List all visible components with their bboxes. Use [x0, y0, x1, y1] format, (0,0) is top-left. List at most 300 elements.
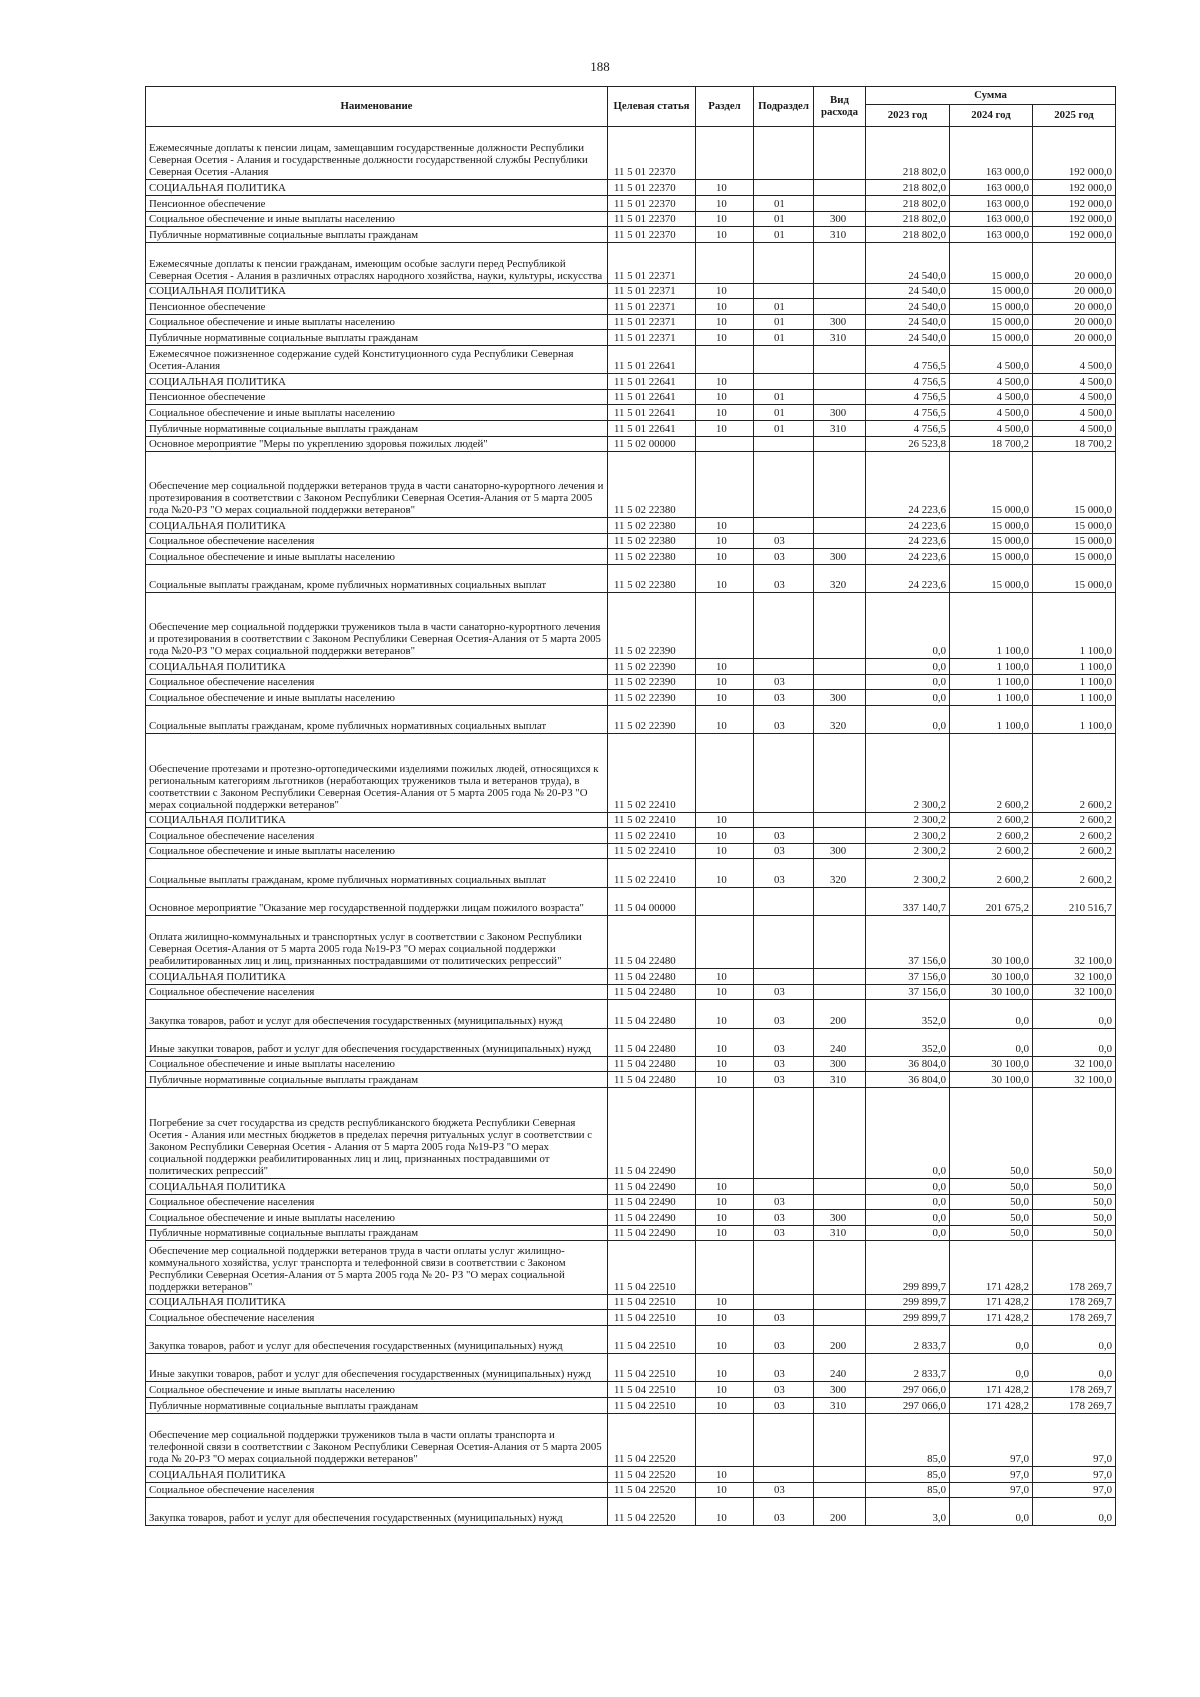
cell-name: Обеспечение протезами и протезно-ортопедическими изделиями пожилых людей, относящихся к региональным категориям льготников (неработающих тружеников тыла и ветеранов труда), в соответствии с Законом Республики Северная Осетия-Алания от 5 марта 2005 года № 20-РЗ "О мерах социальной поддержки ветеранов"	[146, 734, 608, 813]
cell-amount-2025: 4 500,0	[1033, 420, 1116, 436]
cell-section: 10	[696, 283, 754, 299]
cell-amount-2024: 97,0	[950, 1467, 1033, 1483]
cell-amount-2024: 163 000,0	[950, 195, 1033, 211]
cell-subsection: 01	[754, 330, 814, 346]
cell-section: 10	[696, 1382, 754, 1398]
cell-expense-kind: 200	[814, 1326, 866, 1354]
cell-target-code: 11 5 04 22480	[608, 915, 696, 968]
cell-amount-2024: 50,0	[950, 1225, 1033, 1241]
cell-amount-2023: 24 223,6	[866, 533, 950, 549]
cell-amount-2025: 0,0	[1033, 1000, 1116, 1028]
cell-amount-2025: 20 000,0	[1033, 283, 1116, 299]
cell-expense-kind	[814, 452, 866, 518]
table-row	[146, 1382, 1116, 1398]
cell-section: 10	[696, 984, 754, 1000]
table-row	[146, 1194, 1116, 1210]
cell-amount-2023: 4 756,5	[866, 420, 950, 436]
cell-amount-2024: 15 000,0	[950, 533, 1033, 549]
table-row	[146, 299, 1116, 315]
cell-name: Публичные нормативные социальные выплаты гражданам	[146, 1398, 608, 1414]
cell-name: Социальные выплаты гражданам, кроме публичных нормативных социальных выплат	[146, 859, 608, 887]
cell-amount-2023: 37 156,0	[866, 915, 950, 968]
cell-section: 10	[696, 533, 754, 549]
cell-amount-2025: 0,0	[1033, 1354, 1116, 1382]
cell-section: 10	[696, 705, 754, 733]
table-row	[146, 1310, 1116, 1326]
cell-expense-kind: 310	[814, 1225, 866, 1241]
cell-amount-2023: 218 802,0	[866, 127, 950, 180]
table-row	[146, 564, 1116, 592]
cell-target-code: 11 5 02 22380	[608, 564, 696, 592]
cell-target-code: 11 5 04 22480	[608, 1028, 696, 1056]
table-row	[146, 314, 1116, 330]
cell-subsection: 03	[754, 674, 814, 690]
cell-target-code: 11 5 01 22641	[608, 389, 696, 405]
cell-section	[696, 1087, 754, 1178]
cell-amount-2025: 50,0	[1033, 1225, 1116, 1241]
cell-amount-2023: 36 804,0	[866, 1056, 950, 1072]
cell-amount-2025: 15 000,0	[1033, 533, 1116, 549]
cell-target-code: 11 5 02 22390	[608, 690, 696, 706]
cell-name: Социальные выплаты гражданам, кроме публичных нормативных социальных выплат	[146, 705, 608, 733]
cell-amount-2025: 0,0	[1033, 1498, 1116, 1526]
cell-amount-2023: 4 756,5	[866, 405, 950, 421]
table-row	[146, 859, 1116, 887]
cell-amount-2024: 1 100,0	[950, 705, 1033, 733]
cell-expense-kind	[814, 436, 866, 452]
cell-subsection: 03	[754, 1056, 814, 1072]
cell-amount-2023: 0,0	[866, 1179, 950, 1195]
cell-expense-kind: 240	[814, 1028, 866, 1056]
cell-expense-kind	[814, 984, 866, 1000]
table-row	[146, 330, 1116, 346]
cell-target-code: 11 5 04 22520	[608, 1498, 696, 1526]
table-row	[146, 1294, 1116, 1310]
cell-name: Пенсионное обеспечение	[146, 195, 608, 211]
cell-subsection: 03	[754, 549, 814, 565]
cell-target-code: 11 5 02 22380	[608, 533, 696, 549]
cell-amount-2024: 15 000,0	[950, 330, 1033, 346]
cell-section: 10	[696, 1398, 754, 1414]
cell-target-code: 11 5 04 22520	[608, 1413, 696, 1466]
cell-target-code: 11 5 01 22370	[608, 195, 696, 211]
cell-amount-2023: 85,0	[866, 1482, 950, 1498]
table-row	[146, 242, 1116, 283]
cell-amount-2023: 0,0	[866, 690, 950, 706]
cell-amount-2025: 1 100,0	[1033, 674, 1116, 690]
cell-amount-2023: 0,0	[866, 1087, 950, 1178]
cell-name: Ежемесячные доплаты к пенсии лицам, замещавшим государственные должности Республики Северная Осетия - Алания и государственные должности государственной службы Республики Северная Осетия -Алания	[146, 127, 608, 180]
cell-section: 10	[696, 1028, 754, 1056]
cell-amount-2024: 30 100,0	[950, 969, 1033, 985]
cell-target-code: 11 5 04 22490	[608, 1210, 696, 1226]
cell-name: Погребение за счет государства из средств республиканского бюджета Республики Северная Осетия - Алания или местных бюджетов в пределах перечня ритуальных услуг в соответствии с Законом Республики Северная Осетия - Алания от 5 марта 2005 года №19-РЗ "О мерах социальной поддержки реабилитированных лиц и лиц, признанных пострадавшими от политических репрессий"	[146, 1087, 608, 1178]
cell-expense-kind: 300	[814, 549, 866, 565]
cell-amount-2024: 163 000,0	[950, 180, 1033, 196]
header-2023: 2023 год	[866, 105, 950, 127]
cell-section: 10	[696, 1056, 754, 1072]
cell-amount-2024: 4 500,0	[950, 345, 1033, 373]
cell-amount-2025: 15 000,0	[1033, 518, 1116, 534]
cell-target-code: 11 5 04 22510	[608, 1354, 696, 1382]
cell-target-code: 11 5 04 22490	[608, 1087, 696, 1178]
cell-amount-2024: 2 600,2	[950, 843, 1033, 859]
cell-section	[696, 887, 754, 915]
table-row	[146, 984, 1116, 1000]
table-row	[146, 593, 1116, 659]
cell-expense-kind: 320	[814, 705, 866, 733]
cell-amount-2024: 1 100,0	[950, 659, 1033, 675]
cell-target-code: 11 5 01 22371	[608, 242, 696, 283]
cell-amount-2024: 50,0	[950, 1194, 1033, 1210]
cell-section	[696, 436, 754, 452]
cell-amount-2023: 0,0	[866, 1225, 950, 1241]
table-row	[146, 659, 1116, 675]
cell-amount-2023: 24 223,6	[866, 452, 950, 518]
cell-subsection: 01	[754, 314, 814, 330]
table-row	[146, 915, 1116, 968]
table-row	[146, 1241, 1116, 1294]
cell-amount-2023: 352,0	[866, 1000, 950, 1028]
cell-amount-2025: 178 269,7	[1033, 1294, 1116, 1310]
cell-amount-2024: 0,0	[950, 1498, 1033, 1526]
cell-amount-2025: 32 100,0	[1033, 1056, 1116, 1072]
table-row	[146, 828, 1116, 844]
cell-amount-2025: 192 000,0	[1033, 195, 1116, 211]
cell-expense-kind	[814, 518, 866, 534]
page-number: 188	[590, 59, 610, 74]
table-row	[146, 812, 1116, 828]
cell-amount-2025: 2 600,2	[1033, 812, 1116, 828]
cell-amount-2024: 15 000,0	[950, 242, 1033, 283]
cell-section	[696, 127, 754, 180]
cell-name: СОЦИАЛЬНАЯ ПОЛИТИКА	[146, 374, 608, 390]
cell-name: Обеспечение мер социальной поддержки тружеников тыла в части оплаты транспорта и телефонной связи в соответствии с Законом Республики Северная Осетия-Алания от 5 марта 2005 года № 20-РЗ "О мерах социальной поддержки ветеранов"	[146, 1413, 608, 1466]
cell-subsection: 01	[754, 195, 814, 211]
cell-name: Социальное обеспечение и иные выплаты населению	[146, 405, 608, 421]
cell-target-code: 11 5 02 22410	[608, 734, 696, 813]
cell-expense-kind	[814, 828, 866, 844]
cell-subsection: 03	[754, 1000, 814, 1028]
cell-name: Социальное обеспечение и иные выплаты населению	[146, 843, 608, 859]
cell-section: 10	[696, 1326, 754, 1354]
cell-expense-kind: 320	[814, 859, 866, 887]
cell-amount-2023: 0,0	[866, 1210, 950, 1226]
cell-amount-2024: 97,0	[950, 1482, 1033, 1498]
cell-amount-2023: 2 300,2	[866, 828, 950, 844]
cell-section: 10	[696, 859, 754, 887]
cell-expense-kind: 200	[814, 1000, 866, 1028]
cell-section: 10	[696, 1210, 754, 1226]
cell-subsection: 03	[754, 1028, 814, 1056]
cell-amount-2024: 4 500,0	[950, 405, 1033, 421]
cell-expense-kind	[814, 180, 866, 196]
cell-subsection: 03	[754, 1382, 814, 1398]
cell-amount-2023: 0,0	[866, 593, 950, 659]
cell-target-code: 11 5 04 22480	[608, 1072, 696, 1088]
cell-section: 10	[696, 674, 754, 690]
cell-amount-2023: 299 899,7	[866, 1310, 950, 1326]
cell-amount-2025: 1 100,0	[1033, 659, 1116, 675]
cell-target-code: 11 5 02 22390	[608, 705, 696, 733]
cell-amount-2023: 24 223,6	[866, 564, 950, 592]
cell-expense-kind	[814, 1179, 866, 1195]
cell-amount-2024: 0,0	[950, 1000, 1033, 1028]
cell-target-code: 11 5 04 22510	[608, 1241, 696, 1294]
cell-amount-2023: 4 756,5	[866, 345, 950, 373]
cell-expense-kind	[814, 1310, 866, 1326]
cell-subsection: 01	[754, 420, 814, 436]
cell-name: Социальное обеспечение населения	[146, 533, 608, 549]
cell-amount-2024: 1 100,0	[950, 690, 1033, 706]
cell-amount-2025: 50,0	[1033, 1194, 1116, 1210]
cell-expense-kind	[814, 1294, 866, 1310]
cell-target-code: 11 5 04 22480	[608, 1000, 696, 1028]
cell-amount-2025: 192 000,0	[1033, 180, 1116, 196]
cell-subsection: 01	[754, 389, 814, 405]
cell-section: 10	[696, 828, 754, 844]
cell-amount-2023: 4 756,5	[866, 374, 950, 390]
table-row	[146, 1398, 1116, 1414]
cell-amount-2024: 4 500,0	[950, 374, 1033, 390]
cell-subsection: 03	[754, 859, 814, 887]
cell-target-code: 11 5 04 22510	[608, 1294, 696, 1310]
table-body	[146, 127, 1116, 1526]
cell-amount-2024: 15 000,0	[950, 299, 1033, 315]
cell-amount-2023: 218 802,0	[866, 195, 950, 211]
cell-amount-2023: 3,0	[866, 1498, 950, 1526]
cell-name: Обеспечение мер социальной поддержки тружеников тыла в части санаторно-курортного лечения и протезирования в соответствии с Законом Республики Северная Осетия-Алания от 5 марта 2005 года №20-РЗ "О мерах социальной поддержки ветеранов"	[146, 593, 608, 659]
cell-subsection: 03	[754, 1210, 814, 1226]
cell-section: 10	[696, 1482, 754, 1498]
cell-subsection	[754, 593, 814, 659]
cell-amount-2024: 15 000,0	[950, 564, 1033, 592]
cell-amount-2023: 218 802,0	[866, 227, 950, 243]
cell-section	[696, 1413, 754, 1466]
cell-expense-kind	[814, 242, 866, 283]
cell-expense-kind	[814, 812, 866, 828]
table-row	[146, 533, 1116, 549]
cell-target-code: 11 5 01 22641	[608, 374, 696, 390]
table-row	[146, 127, 1116, 180]
table-row	[146, 1087, 1116, 1178]
cell-section: 10	[696, 1225, 754, 1241]
cell-expense-kind	[814, 969, 866, 985]
cell-section	[696, 1241, 754, 1294]
cell-amount-2023: 24 223,6	[866, 518, 950, 534]
cell-name: Публичные нормативные социальные выплаты гражданам	[146, 1225, 608, 1241]
cell-target-code: 11 5 02 22380	[608, 549, 696, 565]
cell-amount-2025: 178 269,7	[1033, 1382, 1116, 1398]
cell-expense-kind: 300	[814, 843, 866, 859]
cell-amount-2024: 0,0	[950, 1028, 1033, 1056]
cell-expense-kind: 310	[814, 330, 866, 346]
cell-section: 10	[696, 1179, 754, 1195]
cell-subsection	[754, 1087, 814, 1178]
cell-amount-2024: 171 428,2	[950, 1310, 1033, 1326]
cell-name: Социальное обеспечение и иные выплаты населению	[146, 1382, 608, 1398]
cell-name: Пенсионное обеспечение	[146, 389, 608, 405]
cell-amount-2025: 178 269,7	[1033, 1398, 1116, 1414]
cell-name: Ежемесячные доплаты к пенсии гражданам, имеющим особые заслуги перед Республикой Северная Осетия - Алания в различных отраслях народного хозяйства, науки, культуры, искусства	[146, 242, 608, 283]
cell-amount-2025: 4 500,0	[1033, 389, 1116, 405]
cell-amount-2024: 15 000,0	[950, 549, 1033, 565]
cell-target-code: 11 5 04 22510	[608, 1382, 696, 1398]
cell-amount-2024: 4 500,0	[950, 389, 1033, 405]
cell-expense-kind: 310	[814, 420, 866, 436]
cell-subsection: 01	[754, 405, 814, 421]
table-row	[146, 1072, 1116, 1088]
cell-amount-2025: 97,0	[1033, 1467, 1116, 1483]
table-row	[146, 211, 1116, 227]
cell-subsection: 03	[754, 1225, 814, 1241]
cell-expense-kind: 300	[814, 314, 866, 330]
budget-table	[145, 86, 1116, 1526]
cell-name: Основное мероприятие "Оказание мер государственной поддержки лицам пожилого возраста"	[146, 887, 608, 915]
cell-name: Социальное обеспечение и иные выплаты населению	[146, 549, 608, 565]
cell-subsection	[754, 1413, 814, 1466]
budget-table-container	[145, 86, 1115, 1526]
cell-amount-2023: 24 223,6	[866, 549, 950, 565]
cell-subsection: 03	[754, 1326, 814, 1354]
cell-amount-2024: 0,0	[950, 1354, 1033, 1382]
cell-amount-2023: 2 300,2	[866, 859, 950, 887]
cell-expense-kind	[814, 1241, 866, 1294]
cell-amount-2024: 163 000,0	[950, 227, 1033, 243]
cell-expense-kind	[814, 1194, 866, 1210]
cell-name: СОЦИАЛЬНАЯ ПОЛИТИКА	[146, 1467, 608, 1483]
cell-section: 10	[696, 420, 754, 436]
table-row	[146, 180, 1116, 196]
cell-amount-2023: 85,0	[866, 1413, 950, 1466]
cell-amount-2024: 2 600,2	[950, 812, 1033, 828]
cell-subsection: 01	[754, 227, 814, 243]
cell-amount-2025: 192 000,0	[1033, 227, 1116, 243]
cell-expense-kind: 300	[814, 1056, 866, 1072]
cell-subsection	[754, 436, 814, 452]
cell-amount-2024: 1 100,0	[950, 593, 1033, 659]
table-row	[146, 1000, 1116, 1028]
cell-amount-2024: 201 675,2	[950, 887, 1033, 915]
cell-amount-2023: 218 802,0	[866, 180, 950, 196]
header-subsection: Подраздел	[754, 87, 814, 127]
table-row	[146, 549, 1116, 565]
cell-subsection: 03	[754, 828, 814, 844]
cell-target-code: 11 5 01 22371	[608, 330, 696, 346]
table-row	[146, 405, 1116, 421]
cell-name: Социальное обеспечение и иные выплаты населению	[146, 314, 608, 330]
table-row	[146, 969, 1116, 985]
cell-amount-2025: 15 000,0	[1033, 549, 1116, 565]
cell-subsection	[754, 345, 814, 373]
cell-expense-kind: 300	[814, 1382, 866, 1398]
cell-amount-2024: 30 100,0	[950, 984, 1033, 1000]
cell-name: Социальное обеспечение населения	[146, 984, 608, 1000]
header-sum: Сумма	[866, 87, 1116, 105]
cell-amount-2023: 24 540,0	[866, 299, 950, 315]
cell-section: 10	[696, 564, 754, 592]
cell-amount-2023: 0,0	[866, 705, 950, 733]
table-row	[146, 227, 1116, 243]
table-row	[146, 705, 1116, 733]
cell-amount-2025: 20 000,0	[1033, 299, 1116, 315]
cell-name: СОЦИАЛЬНАЯ ПОЛИТИКА	[146, 969, 608, 985]
cell-amount-2025: 20 000,0	[1033, 314, 1116, 330]
cell-subsection	[754, 1241, 814, 1294]
cell-section: 10	[696, 1194, 754, 1210]
table-row	[146, 690, 1116, 706]
cell-target-code: 11 5 01 22641	[608, 405, 696, 421]
cell-amount-2023: 352,0	[866, 1028, 950, 1056]
table-row	[146, 1028, 1116, 1056]
cell-section	[696, 593, 754, 659]
cell-target-code: 11 5 02 22380	[608, 518, 696, 534]
cell-expense-kind	[814, 389, 866, 405]
table-row	[146, 1056, 1116, 1072]
cell-amount-2024: 171 428,2	[950, 1241, 1033, 1294]
cell-amount-2025: 0,0	[1033, 1326, 1116, 1354]
cell-amount-2025: 97,0	[1033, 1413, 1116, 1466]
cell-amount-2024: 30 100,0	[950, 1056, 1033, 1072]
cell-expense-kind: 310	[814, 1398, 866, 1414]
cell-expense-kind	[814, 283, 866, 299]
cell-amount-2023: 24 540,0	[866, 283, 950, 299]
table-row	[146, 1179, 1116, 1195]
cell-amount-2025: 32 100,0	[1033, 984, 1116, 1000]
cell-section: 10	[696, 330, 754, 346]
cell-target-code: 11 5 02 22410	[608, 828, 696, 844]
cell-amount-2024: 50,0	[950, 1210, 1033, 1226]
cell-section: 10	[696, 1000, 754, 1028]
cell-section: 10	[696, 843, 754, 859]
cell-amount-2023: 297 066,0	[866, 1382, 950, 1398]
cell-amount-2024: 0,0	[950, 1326, 1033, 1354]
cell-amount-2025: 2 600,2	[1033, 859, 1116, 887]
table-row	[146, 345, 1116, 373]
cell-amount-2023: 218 802,0	[866, 211, 950, 227]
table-row	[146, 1225, 1116, 1241]
cell-subsection	[754, 1294, 814, 1310]
cell-expense-kind	[814, 659, 866, 675]
cell-subsection	[754, 242, 814, 283]
cell-amount-2023: 2 833,7	[866, 1326, 950, 1354]
cell-name: Социальные выплаты гражданам, кроме публичных нормативных социальных выплат	[146, 564, 608, 592]
cell-amount-2023: 37 156,0	[866, 969, 950, 985]
table-row	[146, 1354, 1116, 1382]
cell-expense-kind	[814, 887, 866, 915]
cell-target-code: 11 5 02 22390	[608, 659, 696, 675]
cell-section: 10	[696, 180, 754, 196]
cell-subsection: 03	[754, 1194, 814, 1210]
cell-name: Публичные нормативные социальные выплаты гражданам	[146, 1072, 608, 1088]
cell-name: Ежемесячное пожизненное содержание судей Конституционного суда Республики Северная Осетия-Алания	[146, 345, 608, 373]
table-row	[146, 195, 1116, 211]
cell-amount-2025: 97,0	[1033, 1482, 1116, 1498]
cell-amount-2023: 2 300,2	[866, 812, 950, 828]
table-row	[146, 1498, 1116, 1526]
cell-amount-2024: 97,0	[950, 1413, 1033, 1466]
cell-expense-kind: 310	[814, 1072, 866, 1088]
cell-section: 10	[696, 1294, 754, 1310]
cell-target-code: 11 5 04 22490	[608, 1194, 696, 1210]
cell-section: 10	[696, 518, 754, 534]
cell-name: СОЦИАЛЬНАЯ ПОЛИТИКА	[146, 180, 608, 196]
cell-expense-kind	[814, 195, 866, 211]
cell-subsection	[754, 127, 814, 180]
cell-target-code: 11 5 02 00000	[608, 436, 696, 452]
cell-amount-2025: 0,0	[1033, 1028, 1116, 1056]
cell-subsection: 01	[754, 211, 814, 227]
